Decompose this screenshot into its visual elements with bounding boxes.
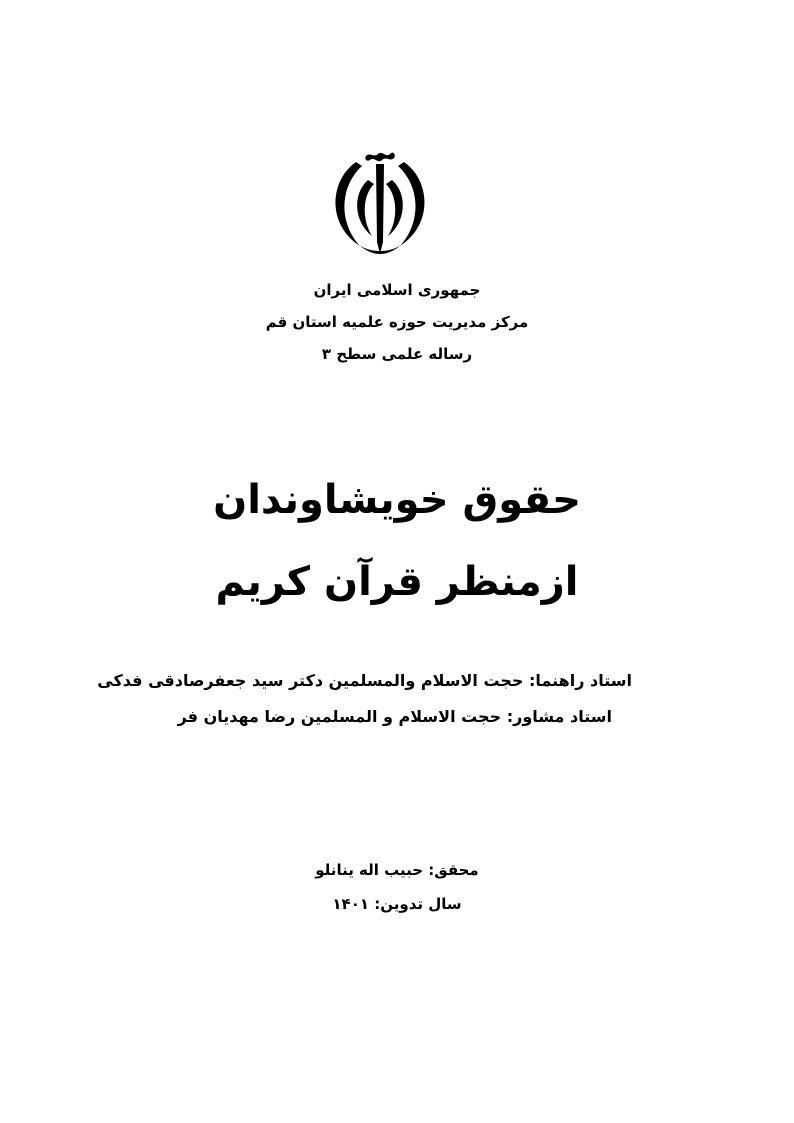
document-title-line-2: ازمنظر قرآن کریم bbox=[215, 559, 579, 605]
year-line: سال تدوین: ۱۴۰۱ bbox=[332, 895, 462, 913]
supervisor-line: استاد راهنما: حجت الاسلام والمسلمین دکتر سید جعفرصادقی فدکی bbox=[97, 671, 632, 690]
thesis-level-heading: رساله علمی سطح ۳ bbox=[321, 345, 473, 363]
center-heading: مرکز مدیریت حوزه علمیه استان قم bbox=[265, 313, 529, 331]
researcher-line: محقق: حبیب اله ینانلو bbox=[315, 861, 479, 879]
emblem-of-iran-icon bbox=[316, 150, 444, 258]
consultant-line: استاد مشاور: حجت الاسلام و المسلمین رضا مهدیان فر bbox=[177, 707, 612, 726]
republic-heading: جمهوری اسلامی ایران bbox=[313, 281, 481, 299]
document-title-line-1: حقوق خویشاوندان bbox=[213, 477, 581, 523]
